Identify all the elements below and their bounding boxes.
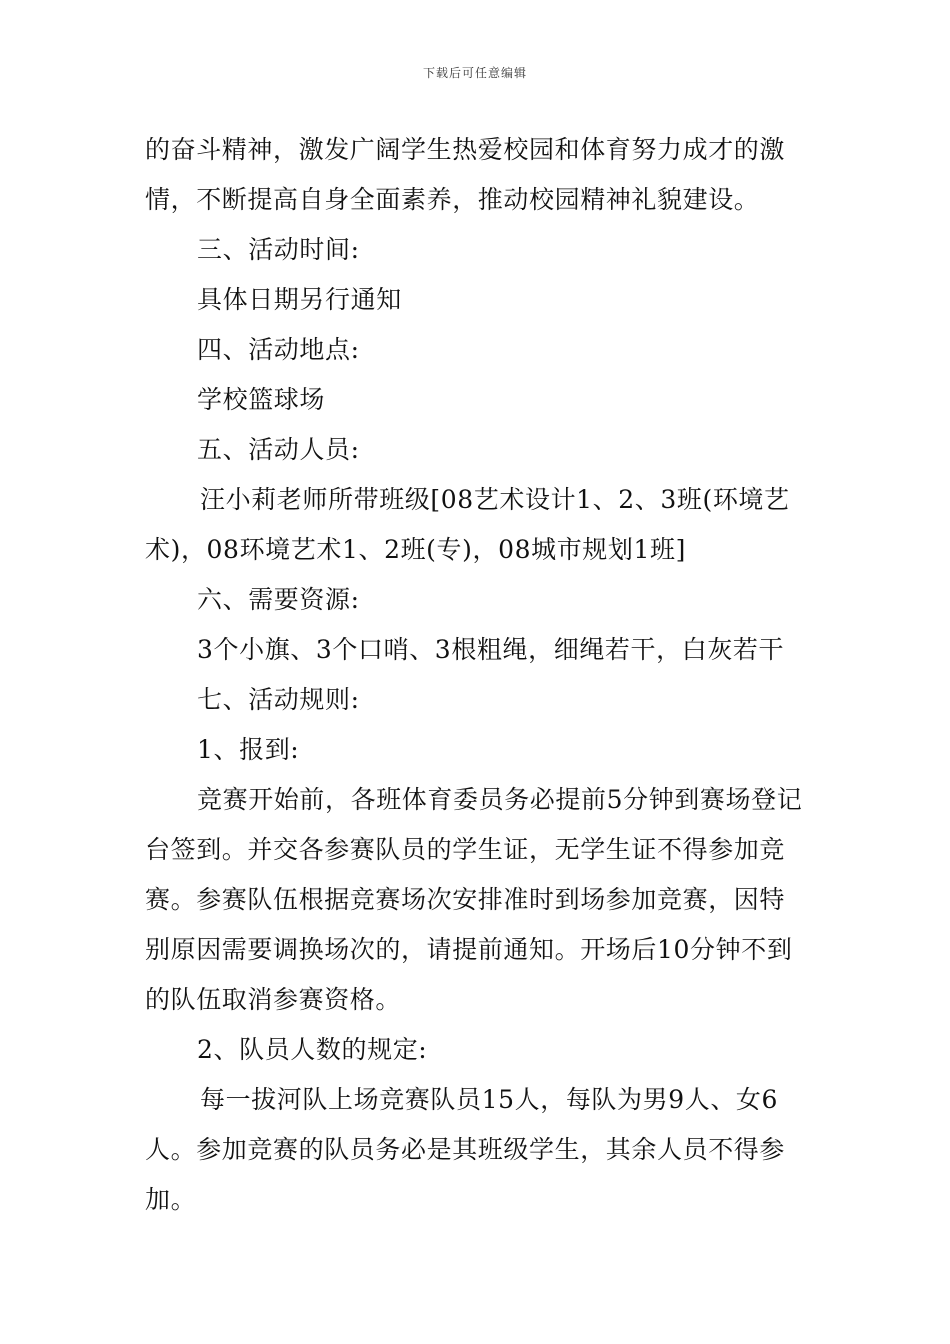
section-heading-time: 三、活动时间:: [197, 235, 360, 264]
section-heading-location: 四、活动地点:: [197, 335, 360, 364]
section-heading-personnel: 五、活动人员:: [197, 435, 360, 464]
body-line: 术)，08环境艺术1、2班(专)，08城市规划1班]: [145, 535, 686, 564]
body-line: 竞赛开始前，各班体育委员务必提前5分钟到赛场登记: [197, 785, 803, 814]
body-line: 的奋斗精神，激发广阔学生热爱校园和体育努力成才的激: [145, 135, 786, 164]
body-line: 加。: [145, 1185, 197, 1214]
page-header-note: 下载后可任意编辑: [422, 66, 527, 80]
section-heading-rules: 七、活动规则:: [197, 685, 360, 714]
body-line: 赛。参赛队伍根据竞赛场次安排准时到场参加竞赛，因特: [145, 885, 786, 914]
subheading-team-size: 2、队员人数的规定:: [197, 1035, 428, 1064]
body-line: 人。参加竞赛的队员务必是其班级学生，其余人员不得参: [145, 1135, 786, 1164]
body-line: 3个小旗、3个口哨、3根粗绳，细绳若干，白灰若干: [197, 635, 785, 664]
body-line: 别原因需要调换场次的，请提前通知。开场后10分钟不到: [145, 935, 793, 964]
body-line: 汪小莉老师所带班级[08艺术设计1、2、3班(环境艺: [200, 485, 790, 514]
section-heading-resources: 六、需要资源:: [197, 585, 360, 614]
body-line: 的队伍取消参赛资格。: [145, 985, 402, 1014]
subheading-checkin: 1、报到:: [197, 735, 300, 764]
body-line: 具体日期另行通知: [197, 285, 402, 314]
body-line: 情，不断提高自身全面素养，推动校园精神礼貌建设。: [145, 185, 760, 214]
body-line: 台签到。并交各参赛队员的学生证，无学生证不得参加竞: [145, 835, 786, 864]
body-line: 每一拔河队上场竞赛队员15人，每队为男9人、女6: [200, 1085, 779, 1114]
body-line: 学校篮球场: [197, 385, 326, 414]
